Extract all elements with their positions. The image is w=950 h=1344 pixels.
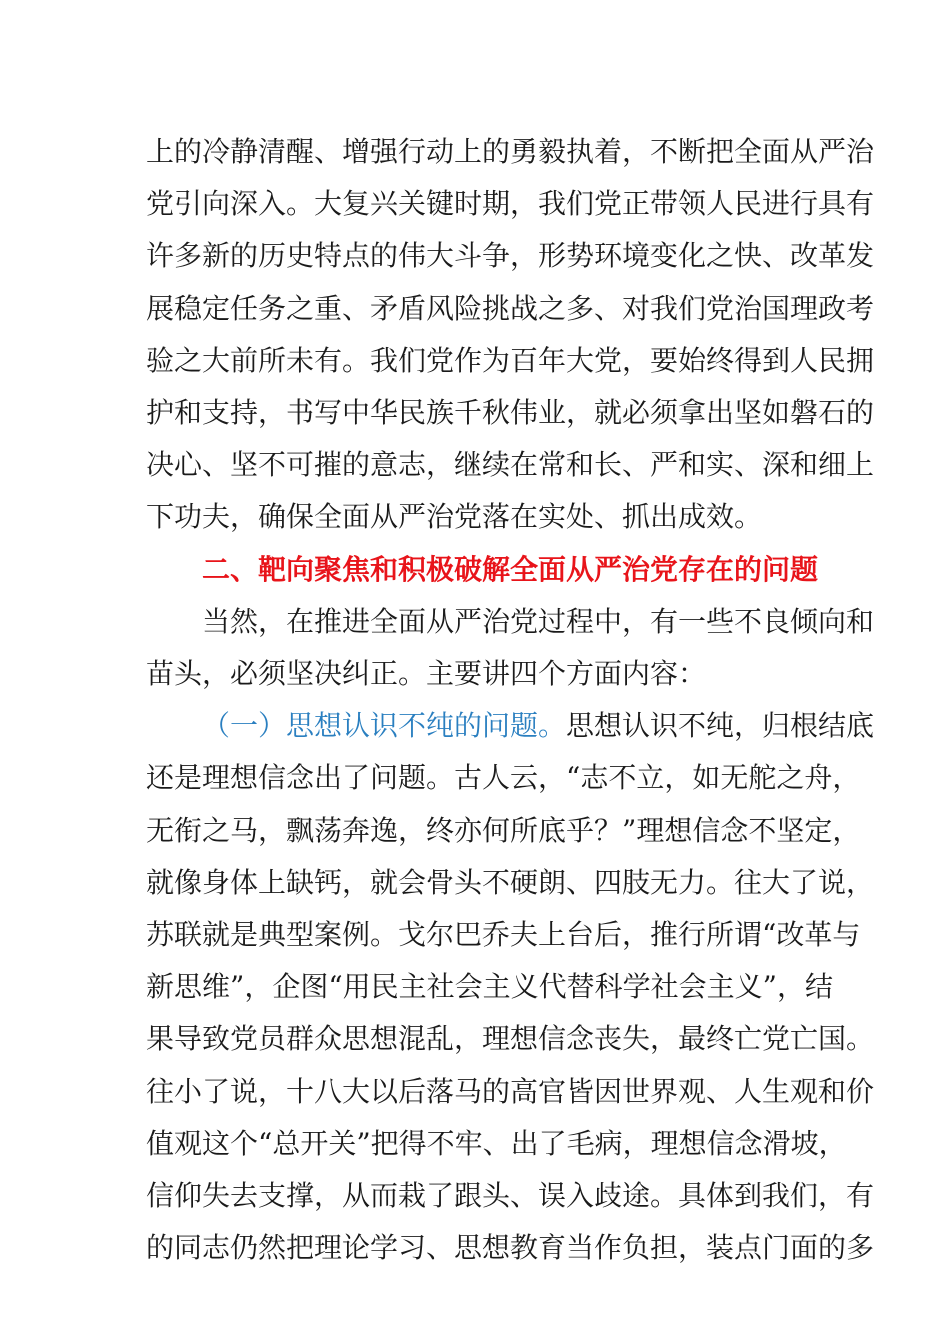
paragraph-line: 苏联就是典型案例。戈尔巴乔夫上台后，推行所谓“改革与 bbox=[146, 918, 861, 951]
paragraph-line: 往小了说，十八大以后落马的高官皆因世界观、人生观和价 bbox=[146, 1075, 875, 1108]
paragraph-line: 就像身体上缺钙，就会骨头不硬朗、四肢无力。往大了说， bbox=[146, 866, 875, 899]
paragraph-line: 苗头，必须坚决纠正。主要讲四个方面内容： bbox=[146, 657, 707, 690]
section-heading: 二、靶向聚焦和积极破解全面从严治党存在的问题 bbox=[202, 553, 819, 586]
subsection-first-line bbox=[202, 700, 875, 752]
subsection-text: 思想认识不纯，归根结底 bbox=[566, 709, 875, 742]
paragraph-line: 决心、坚不可摧的意志，继续在常和长、严和实、深和细上 bbox=[146, 448, 875, 481]
paragraph-line: 还是理想信念出了问题。古人云，“志不立，如无舵之舟， bbox=[146, 761, 861, 794]
paragraph-line: 新思维”，企图“用民主社会主义代替科学社会主义”，结 bbox=[146, 970, 833, 1003]
paragraph-line: 下功夫，确保全面从严治党落在实处、抓出成效。 bbox=[146, 500, 763, 533]
paragraph-line: 无衔之马，飘荡奔逸，终亦何所底乎？”理想信念不坚定， bbox=[146, 814, 861, 847]
paragraph-line: 果导致党员群众思想混乱，理想信念丧失，最终亡党亡国。 bbox=[146, 1022, 875, 1055]
paragraph-line: 当然，在推进全面从严治党过程中，有一些不良倾向和 bbox=[202, 605, 875, 638]
paragraph-line: 验之大前所未有。我们党作为百年大党，要始终得到人民拥 bbox=[146, 344, 875, 377]
paragraph-line: 值观这个“总开关”把得不牢、出了毛病，理想信念滑坡， bbox=[146, 1127, 847, 1160]
paragraph-line: 展稳定任务之重、矛盾风险挑战之多、对我们党治国理政考 bbox=[146, 292, 875, 325]
paragraph-line: 的同志仍然把理论学习、思想教育当作负担，装点门面的多 bbox=[146, 1231, 875, 1264]
subsection-title: （一）思想认识不纯的问题。 bbox=[202, 709, 567, 742]
paragraph-line: 许多新的历史特点的伟大斗争，形势环境变化之快、改革发 bbox=[146, 239, 875, 272]
paragraph-line: 上的冷静清醒、增强行动上的勇毅执着，不断把全面从严治 bbox=[146, 135, 875, 168]
paragraph-line: 信仰失去支撑，从而栽了跟头、误入歧途。具体到我们，有 bbox=[146, 1179, 875, 1212]
paragraph-line: 党引向深入。大复兴关键时期，我们党正带领人民进行具有 bbox=[146, 187, 875, 220]
paragraph-line: 护和支持，书写中华民族千秋伟业，就必须拿出坚如磐石的 bbox=[146, 396, 875, 429]
